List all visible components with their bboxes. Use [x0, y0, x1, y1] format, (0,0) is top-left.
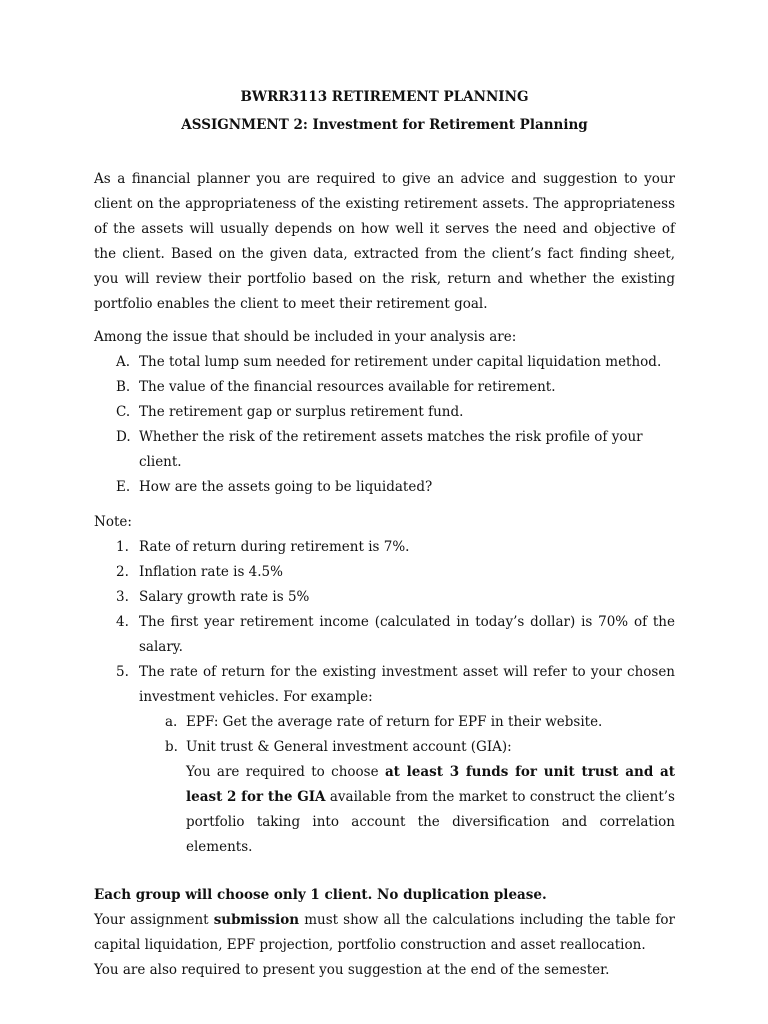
note-item-2 — [94, 560, 675, 585]
sub-marker: b. — [165, 739, 178, 755]
issue-item-a — [94, 350, 675, 375]
issue-text: The retirement gap or surplus retirement fund. — [139, 404, 464, 420]
presentation-note: You are also required to present you suggestion at the end of the semester. — [94, 962, 610, 978]
sub-item-a — [139, 710, 675, 735]
issue-item-c — [94, 400, 675, 425]
submission-text-pre: Your assignment — [94, 912, 214, 928]
note-text: Salary growth rate is 5% — [139, 589, 310, 605]
gia-text-bold: at least 3 funds for unit trust and at least 2 for the GIA — [186, 764, 675, 805]
note-marker: 2. — [116, 564, 129, 580]
note-marker: 3. — [116, 589, 129, 605]
course-title: BWRR3113 RETIREMENT PLANNING — [240, 89, 529, 105]
group-rule: Each group will choose only 1 client. No duplication please. — [94, 887, 547, 903]
sub-item-b — [139, 735, 675, 760]
note-item-4 — [94, 610, 675, 660]
issue-marker: D. — [116, 429, 131, 445]
issue-marker: C. — [116, 404, 131, 420]
sub-text: EPF: Get the average rate of return for EPF in their website. — [186, 714, 603, 730]
note-marker: 4. — [116, 614, 129, 630]
gia-text-pre: You are required to choose — [186, 764, 385, 780]
note-text: The rate of return for the existing investment asset will refer to your chosen investment vehicles. For example: — [139, 664, 675, 705]
submission-paragraph — [94, 908, 675, 958]
example-sub-list — [139, 710, 675, 760]
issues-list — [94, 350, 675, 500]
issue-item-e — [94, 475, 675, 500]
note-item-5 — [94, 660, 675, 860]
submission-text-bold: submission — [213, 912, 300, 928]
note-item-1 — [94, 535, 675, 560]
gia-instruction — [139, 760, 675, 860]
note-text: Inflation rate is 4.5% — [139, 564, 283, 580]
issue-text: How are the assets going to be liquidated? — [139, 479, 433, 495]
note-item-3 — [94, 585, 675, 610]
issue-marker: A. — [116, 354, 131, 370]
sub-marker: a. — [165, 714, 178, 730]
submission-text-post: must show all the calculations including the table for capital liquidation, EPF projection, portfolio construction and asset reallocation. — [94, 912, 675, 953]
sub-text: Unit trust & General investment account (GIA): — [186, 739, 512, 755]
issue-text: The value of the financial resources available for retirement. — [139, 379, 556, 395]
note-text: Rate of return during retirement is 7%. — [139, 539, 410, 555]
issue-item-d — [94, 425, 675, 475]
issue-item-b — [94, 375, 675, 400]
notes-list — [94, 535, 675, 860]
note-marker: 1. — [116, 539, 129, 555]
assignment-title: ASSIGNMENT 2: Investment for Retirement Planning — [181, 117, 588, 133]
intro-paragraph: As a financial planner you are required to give an advice and suggestion to your client on the appropriateness of the existing retirement assets. The appropriateness of the assets will usually depends on how well it serves the need and objective of the client. Based on the given data, extracted from the client’s fact finding sheet, you will review their portfolio based on the risk, return and whether the existing portfolio enables the client to meet their retirement goal. — [94, 171, 675, 312]
issue-text: The total lump sum needed for retirement under capital liquidation method. — [139, 354, 662, 370]
issues-heading: Among the issue that should be included in your analysis are: — [94, 329, 517, 345]
note-text: The first year retirement income (calculated in today’s dollar) is 70% of the salary. — [139, 614, 675, 655]
issue-marker: E. — [116, 479, 131, 495]
note-marker: 5. — [116, 664, 129, 680]
issue-text: Whether the risk of the retirement assets matches the risk profile of your client. — [139, 429, 643, 470]
gia-text-post: available from the market to construct the client’s portfolio taking into account the diversification and correlation elements. — [186, 789, 675, 855]
issue-marker: B. — [116, 379, 131, 395]
note-heading: Note: — [94, 514, 132, 530]
